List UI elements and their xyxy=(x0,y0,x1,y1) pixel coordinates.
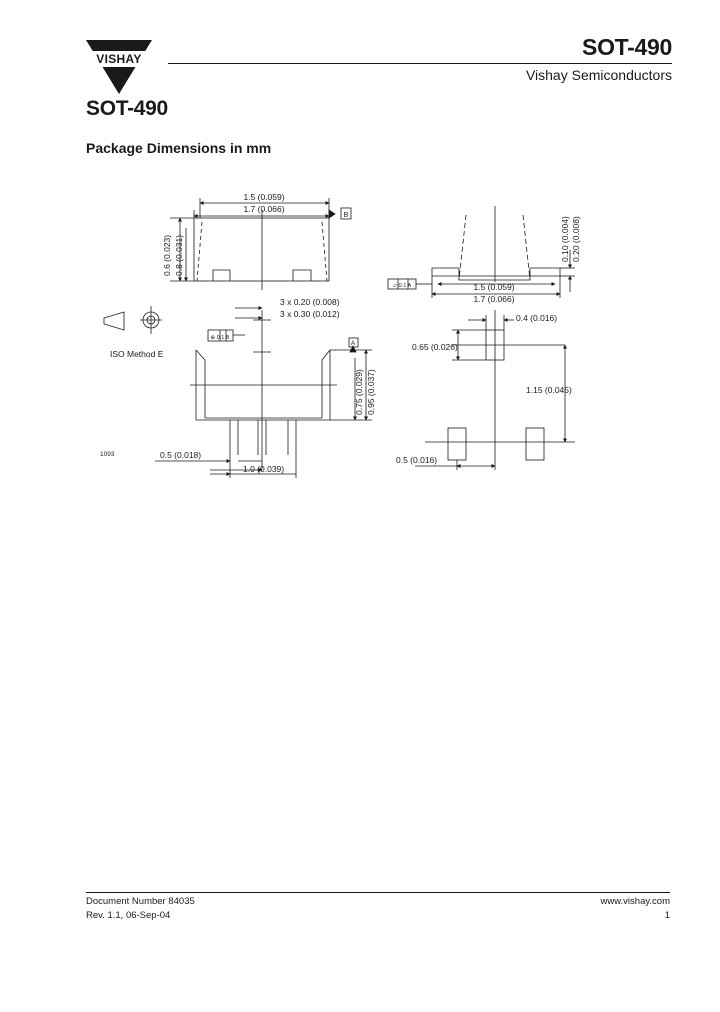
revision: Rev. 1.1, 06-Sep-04 xyxy=(86,910,171,921)
header-title: SOT-490 xyxy=(582,34,672,60)
lead-thickness-2-label: 0.20 (0.008) xyxy=(571,216,581,262)
footer-divider xyxy=(86,892,670,893)
front-view xyxy=(104,306,372,478)
website: www.vishay.com xyxy=(600,896,670,907)
position-frame-label: ⊕ 0.1 B xyxy=(210,335,230,341)
logo-wordmark: VISHAY xyxy=(96,52,142,66)
front-height-2-label: 0.95 (0.037) xyxy=(366,369,376,415)
row-spacing-label: 1.15 (0.045) xyxy=(526,385,572,395)
side-width-inner-label: 1.5 (0.059) xyxy=(473,282,515,292)
iso-method-label: ISO Method E xyxy=(110,349,164,359)
top-height-1-label: 0.6 (0.023) xyxy=(162,234,172,276)
section-heading: Package Dimensions in mm xyxy=(86,140,272,156)
lead-width-1-label: 3 x 0.20 (0.008) xyxy=(280,297,340,307)
datum-b-label: B xyxy=(343,212,349,219)
top-width-outer-label: 1.7 (0.066) xyxy=(243,204,285,214)
top-height-2-label: 0.8 (0.031) xyxy=(174,234,184,276)
side-width-outer-label: 1.7 (0.066) xyxy=(473,294,515,304)
page-title: SOT-490 xyxy=(86,97,168,120)
header-subtitle: Vishay Semiconductors xyxy=(525,67,672,83)
lead-width-2-label: 3 x 0.30 (0.012) xyxy=(280,309,340,319)
lead-thickness-1-label: 0.10 (0.004) xyxy=(560,216,570,262)
page-number: 1 xyxy=(664,910,670,921)
flatness-frame-label: ▱ 0.1 A xyxy=(392,283,412,289)
front-span-label: 1.0 (0.039) xyxy=(243,464,285,474)
footprint-pitch-label: 0.5 (0.016) xyxy=(396,455,438,465)
drawing-number-label: 1093 xyxy=(100,451,115,458)
front-height-1-label: 0.75 (0.029) xyxy=(354,369,364,415)
pad-width-label: 0.4 (0.016) xyxy=(516,313,558,323)
datum-a-label: A xyxy=(350,340,356,347)
document-number: Document Number 84035 xyxy=(86,896,195,907)
top-width-inner-label: 1.5 (0.059) xyxy=(243,192,285,202)
pad-length-label: 0.65 (0.026) xyxy=(412,342,458,352)
front-pitch-label: 0.5 (0.018) xyxy=(160,450,202,460)
